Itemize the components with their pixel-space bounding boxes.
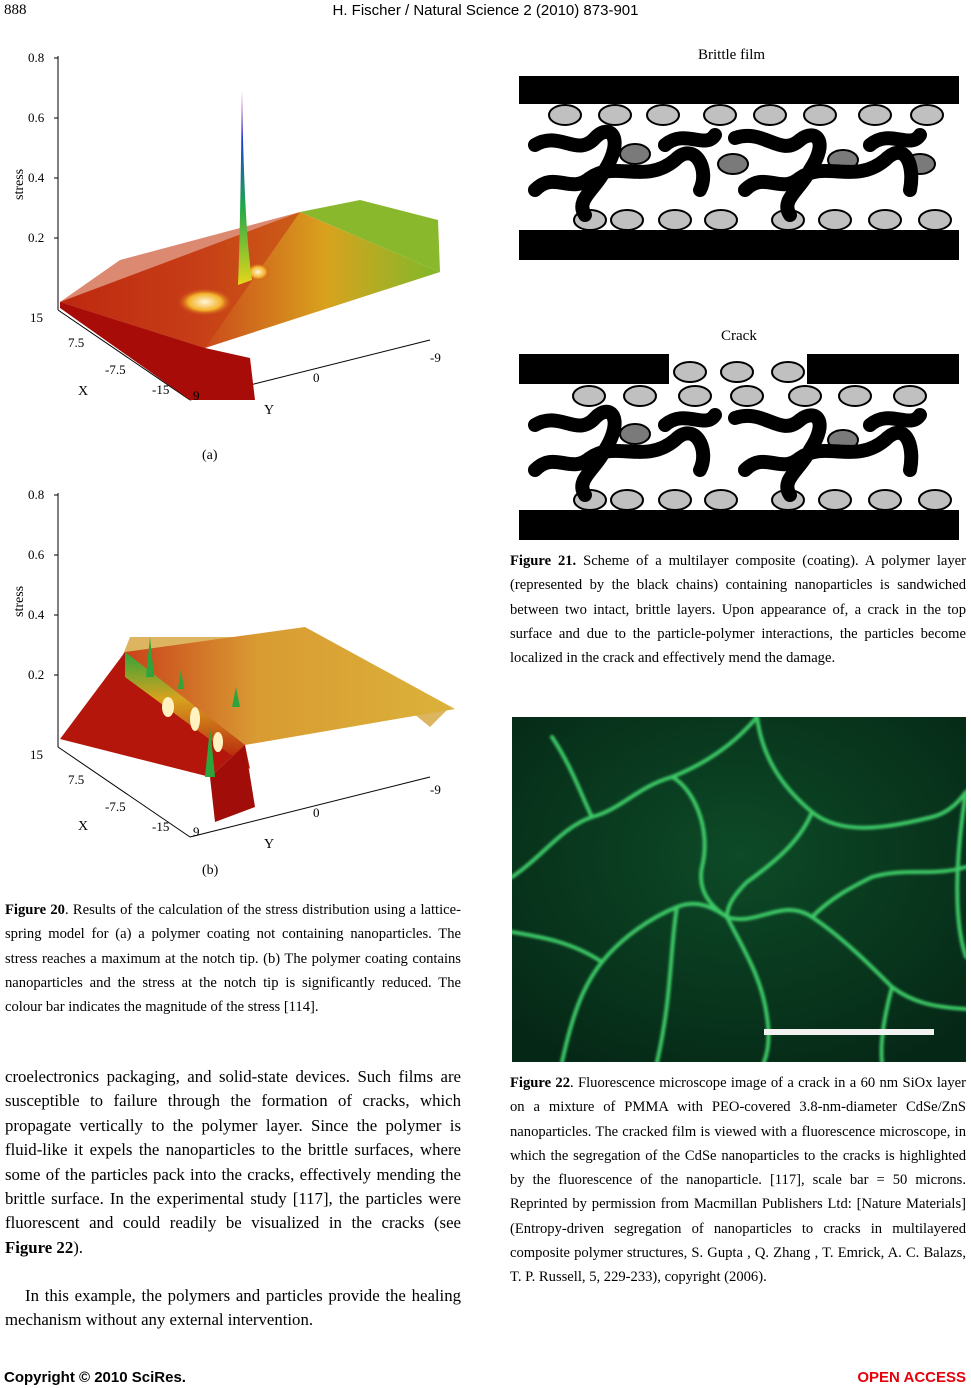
- z-tick: 0.2: [28, 667, 45, 682]
- axis-label-stress: stress: [12, 168, 27, 200]
- x-tick: -15: [152, 382, 170, 397]
- body-paragraph-1: [5, 1065, 461, 1260]
- caption-label: Figure 21.: [510, 553, 577, 569]
- running-title: H. Fischer / Natural Science 2 (2010) 873-901: [332, 2, 639, 19]
- z-tick: 0.8: [28, 487, 45, 502]
- figure-reference: Figure 22: [5, 1237, 74, 1257]
- axis-label-y: Y: [264, 403, 275, 418]
- x-tick: 7.5: [68, 335, 85, 350]
- body-text: ).: [73, 1237, 84, 1257]
- figure-22-micrograph: [512, 717, 966, 1062]
- panel-label: (b): [202, 863, 219, 878]
- z-tick: 0.6: [28, 547, 45, 562]
- footer-copyright: Copyright © 2010 SciRes.: [4, 1369, 186, 1386]
- z-tick: 0.4: [28, 607, 45, 622]
- axis-label-x: X: [78, 384, 89, 399]
- label-crack: Crack: [721, 328, 757, 344]
- x-tick: -7.5: [105, 799, 126, 814]
- y-tick: 0: [313, 805, 320, 820]
- page-number: 888: [4, 2, 27, 18]
- figure-22-caption: [510, 1071, 966, 1290]
- caption-label: Figure 22: [510, 1075, 570, 1091]
- figure-21-caption: [510, 549, 966, 670]
- x-tick: -15: [152, 819, 170, 834]
- x-tick: -7.5: [105, 362, 126, 377]
- figure-20b: [0, 477, 462, 897]
- x-tick: 7.5: [68, 772, 85, 787]
- figure-20-caption: [5, 898, 461, 1019]
- z-tick: 0.4: [28, 170, 45, 185]
- x-tick: 15: [30, 310, 43, 325]
- z-tick: 0.8: [28, 50, 45, 65]
- figure-21-scheme: [515, 40, 961, 545]
- y-tick: 9: [193, 824, 200, 839]
- axis-label-x: X: [78, 819, 89, 834]
- axis-label-y: Y: [264, 837, 275, 852]
- y-tick: 0: [313, 370, 320, 385]
- x-tick: 15: [30, 747, 43, 762]
- caption-label: Figure 20: [5, 902, 65, 918]
- label-brittle-film: Brittle film: [698, 47, 766, 63]
- panel-label: (a): [202, 448, 218, 463]
- footer-open-access: OPEN ACCESS: [857, 1369, 966, 1386]
- z-tick: 0.2: [28, 230, 45, 245]
- caption-text: . Fluorescence microscope image of a crack in a 60 nm SiOx layer on a mixture of PMMA with PEO-covered 3.8-nm-diameter CdSe/ZnS nanoparticles. The cracked film is viewed with a fluorescence microscope, in which the segregation of the CdSe nanoparticles to the cracks is highlighted by the fluorescence of the nanoparticle. [117], scale bar = 50 microns. Reprinted by permission from Macmillan Publishers Ltd: [Nature Materials] (Entropy-driven segregation of nanoparticles to cracks in multilayered composite polymer structures, S. Gupta , Q. Zhang , T. Emrick, A. C. Balazs, T. P. Russell, 5, 229-233), copyright (2006).: [510, 1075, 966, 1286]
- figure-20a: [0, 40, 462, 470]
- body-text: croelectronics packaging, and solid-state devices. Such films are susceptible to failure through the formation of cracks, which propagate vertically to the polymer layer. Since the polymer is fluid-like it expels the nanoparticles to the brittle surfaces, where some of the particles pack into the cracks, effectively mending the brittle surface. In the experimental study [117], the particles were fluorescent and could readily be visualized in the cracks (see: [5, 1067, 461, 1233]
- caption-text: . Results of the calculation of the stress distribution using a lattice-spring model for (a) a polymer coating not containing nanoparticles. The stress reaches a maximum at the notch tip. (b) The polymer coating contains nanoparticles and the stress at the notch tip is significantly reduced. The colour bar indicates the magnitude of the stress [114].: [5, 902, 461, 1016]
- body-paragraph-2: In this example, the polymers and particles provide the healing mechanism without any external intervention.: [5, 1286, 461, 1330]
- axis-label-stress: stress: [12, 585, 27, 617]
- y-tick: 9: [193, 388, 200, 403]
- y-tick: -9: [430, 782, 441, 797]
- caption-text: Scheme of a multilayer composite (coating). A polymer layer (represented by the black chains) containing nanoparticles is sandwiched between two intact, brittle layers. Upon appearance of, a crack in the top surface and due to the particle-polymer interactions, the particles become localized in the crack and effectively mend the damage.: [510, 553, 966, 667]
- y-tick: -9: [430, 350, 441, 365]
- z-tick: 0.6: [28, 110, 45, 125]
